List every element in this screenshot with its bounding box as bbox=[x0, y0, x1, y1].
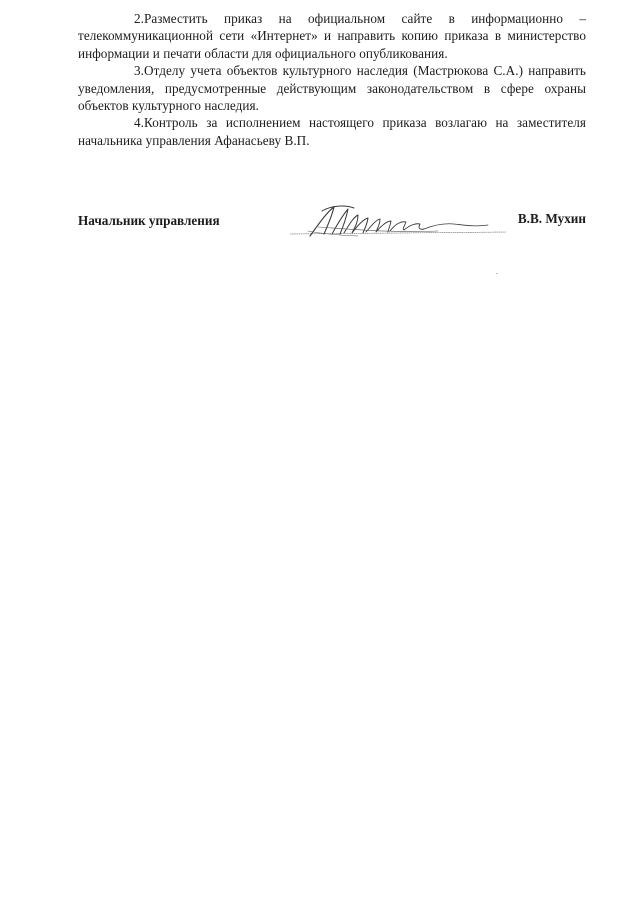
paragraph-text: Отделу учета объектов культурного наследия (Мастрюкова С.А.) направить уведомления, предусмотренные действующим законодательством в сфере охраны объектов культурного наследия. bbox=[78, 63, 586, 114]
scan-speck bbox=[496, 273, 498, 274]
paragraph-item-4 bbox=[78, 114, 586, 149]
paragraph-text: Контроль за исполнением настоящего приказа возлагаю на заместителя начальника управления Афанасьеву В.П. bbox=[78, 115, 586, 148]
handwritten-signature bbox=[288, 203, 508, 239]
paragraph-number: 3. bbox=[134, 63, 144, 79]
signatory-title: Начальник управления bbox=[78, 213, 220, 228]
paragraph-text: Разместить приказ на официальном сайте в информационно – телекоммуникационной сети «Интернет» и направить копию приказа в министерство информации и печати области для официального опубликования. bbox=[78, 11, 586, 61]
document-body bbox=[78, 10, 586, 149]
signature-block bbox=[78, 203, 586, 247]
paragraph-item-2 bbox=[78, 10, 586, 62]
paragraph-item-3 bbox=[78, 62, 586, 114]
paragraph-number: 2. bbox=[134, 11, 144, 26]
signatory-name: В.В. Мухин bbox=[517, 211, 586, 226]
paragraph-number: 4. bbox=[134, 115, 144, 131]
